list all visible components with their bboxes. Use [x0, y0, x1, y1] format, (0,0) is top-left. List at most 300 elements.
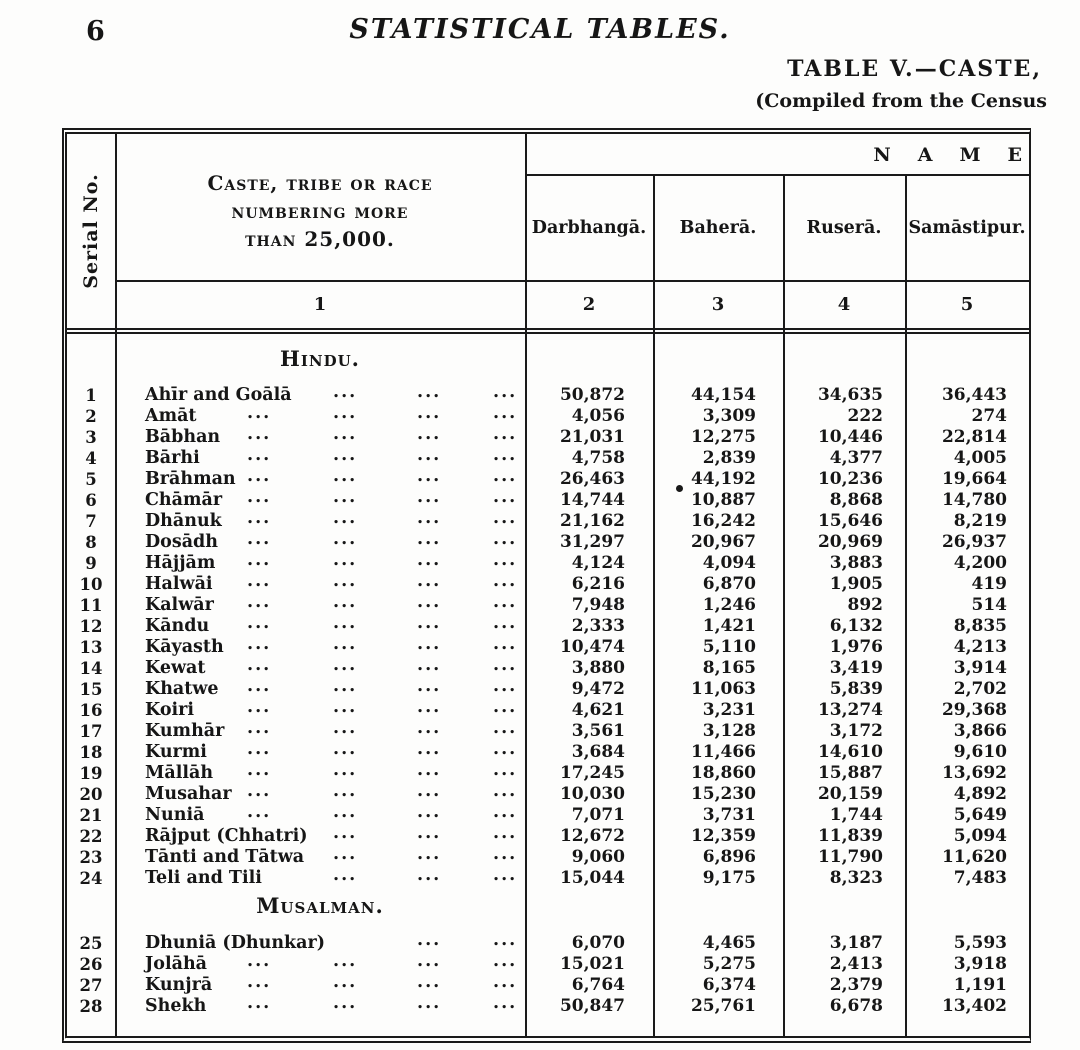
- caste-name: Kewat: [145, 658, 206, 678]
- value-bahera: 9,175: [702, 868, 756, 888]
- leader-dots: ...: [333, 739, 358, 759]
- leader-dots: ...: [493, 844, 518, 864]
- table-row: [67, 972, 1029, 996]
- value-bahera: 11,063: [690, 679, 756, 699]
- caste-name-cell: [115, 634, 525, 658]
- value-samastipur: 9,610: [953, 742, 1007, 762]
- leader-dots: ...: [417, 613, 442, 633]
- leader-dots: ...: [493, 529, 518, 549]
- leader-dots: ...: [333, 972, 358, 992]
- value-samastipur: 514: [971, 595, 1007, 615]
- leader-dots: ...: [333, 655, 358, 675]
- caste-name: Ahīr and Goālā: [145, 385, 292, 405]
- caste-name: Kāndu: [145, 616, 210, 636]
- value-bahera: 1,246: [702, 595, 756, 615]
- caste-name: Kāyasth: [145, 637, 224, 657]
- serial-no-header-cell: [67, 134, 115, 328]
- leader-dots: ...: [247, 676, 272, 696]
- value-rusera: 3,172: [829, 721, 883, 741]
- section-heading-musalman: Musalman.: [256, 893, 384, 918]
- caste-name-cell: [115, 592, 525, 616]
- leader-dots: ...: [417, 634, 442, 654]
- leader-dots: ...: [417, 487, 442, 507]
- caste-name-cell: [115, 972, 525, 996]
- leader-dots: ...: [493, 424, 518, 444]
- table-row: [67, 865, 1029, 889]
- leader-dots: ...: [493, 445, 518, 465]
- caste-name-cell: [115, 613, 525, 637]
- leader-dots: ...: [247, 403, 272, 423]
- value-rusera: 15,887: [817, 763, 883, 783]
- leader-dots: ...: [417, 550, 442, 570]
- table-row: [67, 760, 1029, 784]
- leader-dots: ...: [417, 718, 442, 738]
- leader-dots: ...: [333, 571, 358, 591]
- table-row: [67, 529, 1029, 553]
- value-rusera: 3,187: [829, 933, 883, 953]
- table-row: [67, 739, 1029, 763]
- value-samastipur: 8,835: [953, 616, 1007, 636]
- value-rusera: 2,413: [829, 954, 883, 974]
- column-number-3: 3: [711, 294, 725, 315]
- value-samastipur: 4,200: [953, 553, 1007, 573]
- value-darbhanga: 15,044: [559, 868, 625, 888]
- stub-column-number: 1: [313, 294, 327, 315]
- table-row: [67, 424, 1029, 448]
- caste-name: Kunjrā: [145, 975, 213, 995]
- leader-dots: ...: [493, 823, 518, 843]
- caste-name-cell: [115, 466, 525, 490]
- section-heading-hindu: Hindu.: [280, 346, 360, 371]
- serial-number: 8: [85, 533, 97, 552]
- caste-name-cell: [115, 676, 525, 700]
- caste-name-cell: [115, 424, 525, 448]
- caste-name: Khatwe: [145, 679, 219, 699]
- value-bahera: 5,110: [702, 637, 756, 657]
- table-row: [67, 403, 1029, 427]
- leader-dots: ...: [493, 634, 518, 654]
- value-rusera: 10,446: [817, 427, 883, 447]
- column-header-bahera: Baherā.: [679, 218, 757, 238]
- value-bahera: 4,465: [702, 933, 756, 953]
- leader-dots: ...: [417, 951, 442, 971]
- leader-dots: ...: [493, 487, 518, 507]
- leader-dots: ...: [333, 508, 358, 528]
- serial-number: 25: [79, 934, 103, 953]
- caste-name: Nuniā: [145, 805, 205, 825]
- table-row: [67, 571, 1029, 595]
- caste-name-cell: [115, 718, 525, 742]
- value-darbhanga: 9,472: [571, 679, 625, 699]
- caste-name-cell: [115, 508, 525, 532]
- leader-dots: ...: [247, 760, 272, 780]
- value-bahera: 18,860: [690, 763, 756, 783]
- leader-dots: ...: [493, 550, 518, 570]
- leader-dots: ...: [417, 781, 442, 801]
- value-bahera: 2,839: [702, 448, 756, 468]
- serial-number: 1: [85, 386, 97, 405]
- running-title: STATISTICAL TABLES.: [349, 14, 731, 45]
- column-number-5: 5: [960, 294, 974, 315]
- serial-no-header: Serial No.: [80, 173, 103, 289]
- leader-dots: ...: [333, 466, 358, 486]
- leader-dots: ...: [333, 529, 358, 549]
- serial-number: 27: [79, 976, 103, 995]
- leader-dots: ...: [247, 571, 272, 591]
- value-darbhanga: 15,021: [559, 954, 625, 974]
- serial-number: 3: [85, 428, 97, 447]
- value-samastipur: 36,443: [941, 385, 1007, 405]
- leader-dots: ...: [247, 802, 272, 822]
- value-rusera: 34,635: [817, 385, 883, 405]
- leader-dots: ...: [333, 951, 358, 971]
- leader-dots: ...: [417, 592, 442, 612]
- table-body: [67, 336, 1029, 1036]
- serial-number: 22: [79, 827, 103, 846]
- leader-dots: ...: [333, 613, 358, 633]
- caste-name: Musahar: [145, 784, 232, 804]
- caste-name-cell: [115, 760, 525, 784]
- serial-number: 9: [85, 554, 97, 573]
- compiled-note: (Compiled from the Census: [755, 90, 1047, 112]
- caste-name-cell: [115, 403, 525, 427]
- value-bahera: 16,242: [690, 511, 756, 531]
- leader-dots: ...: [493, 781, 518, 801]
- stub-header-line-3: than 25,000.: [245, 227, 395, 251]
- serial-number: 11: [79, 596, 103, 615]
- value-darbhanga: 4,621: [571, 700, 625, 720]
- name-banner: [527, 138, 1049, 172]
- table-row: [67, 655, 1029, 679]
- leader-dots: ...: [417, 993, 442, 1013]
- table-row: [67, 445, 1029, 469]
- leader-dots: ...: [417, 508, 442, 528]
- leader-dots: ...: [333, 550, 358, 570]
- table-row: [67, 697, 1029, 721]
- stub-header-line-1: Caste, tribe or race: [207, 171, 433, 195]
- value-rusera: 6,132: [829, 616, 883, 636]
- value-rusera: 6,678: [829, 996, 883, 1016]
- leader-dots: ...: [417, 697, 442, 717]
- leader-dots: ...: [417, 930, 442, 950]
- leader-dots: ...: [417, 529, 442, 549]
- table-row: [67, 802, 1029, 826]
- caste-name-cell: [115, 445, 525, 469]
- leader-dots: ...: [333, 781, 358, 801]
- value-darbhanga: 4,124: [571, 553, 625, 573]
- serial-number: 20: [79, 785, 103, 804]
- table-row: [67, 508, 1029, 532]
- value-darbhanga: 7,071: [571, 805, 625, 825]
- leader-dots: ...: [493, 993, 518, 1013]
- caste-name-cell: [115, 487, 525, 511]
- value-bahera: 15,230: [690, 784, 756, 804]
- value-samastipur: 11,620: [941, 847, 1007, 867]
- leader-dots: ...: [247, 697, 272, 717]
- caste-name: Brāhman: [145, 469, 236, 489]
- value-samastipur: 3,866: [953, 721, 1007, 741]
- value-bahera: 1,421: [702, 616, 756, 636]
- column-number-2: 2: [582, 294, 596, 315]
- table-row: [67, 613, 1029, 637]
- serial-number: 28: [79, 997, 103, 1016]
- value-bahera: 8,165: [702, 658, 756, 678]
- value-bahera: 3,128: [702, 721, 756, 741]
- value-samastipur: 5,593: [953, 933, 1007, 953]
- value-darbhanga: 3,684: [571, 742, 625, 762]
- value-darbhanga: 12,672: [559, 826, 625, 846]
- value-bahera: 12,359: [690, 826, 756, 846]
- caste-name: Dosādh: [145, 532, 218, 552]
- leader-dots: ...: [247, 972, 272, 992]
- caste-name: Jolāhā: [145, 954, 208, 974]
- column-header-darbhanga: Darbhangā.: [531, 218, 647, 238]
- name-banner-text: NAME: [873, 144, 1049, 166]
- leader-dots: ...: [247, 993, 272, 1013]
- leader-dots: ...: [333, 802, 358, 822]
- value-darbhanga: 10,474: [559, 637, 625, 657]
- caste-name: Kalwār: [145, 595, 214, 615]
- value-samastipur: 4,005: [953, 448, 1007, 468]
- serial-number: 21: [79, 806, 103, 825]
- table-row: [67, 930, 1029, 954]
- value-darbhanga: 2,333: [571, 616, 625, 636]
- value-bahera: 25,761: [690, 996, 756, 1016]
- leader-dots: ...: [493, 972, 518, 992]
- leader-dots: ...: [247, 550, 272, 570]
- table-row: [67, 634, 1029, 658]
- value-samastipur: 22,814: [941, 427, 1007, 447]
- value-bahera: 6,870: [702, 574, 756, 594]
- value-darbhanga: 3,561: [571, 721, 625, 741]
- value-rusera: 3,419: [829, 658, 883, 678]
- leader-dots: ...: [247, 655, 272, 675]
- caste-name: Kumhār: [145, 721, 225, 741]
- value-rusera: 8,868: [829, 490, 883, 510]
- leader-dots: ...: [493, 676, 518, 696]
- leader-dots: ...: [247, 613, 272, 633]
- leader-dots: ...: [333, 424, 358, 444]
- leader-dots: ...: [247, 529, 272, 549]
- serial-number: 7: [85, 512, 97, 531]
- caste-name-cell: [115, 930, 525, 954]
- serial-number: 16: [79, 701, 103, 720]
- caste-name: Māllāh: [145, 763, 214, 783]
- value-darbhanga: 31,297: [559, 532, 625, 552]
- leader-dots: ...: [333, 823, 358, 843]
- value-darbhanga: 3,880: [571, 658, 625, 678]
- caste-name: Koiri: [145, 700, 195, 720]
- caste-name-cell: [115, 571, 525, 595]
- value-samastipur: 1,191: [953, 975, 1007, 995]
- value-bahera: 44,192: [690, 469, 756, 489]
- serial-number: 4: [85, 449, 97, 468]
- value-darbhanga: 4,758: [571, 448, 625, 468]
- value-darbhanga: 14,744: [559, 490, 625, 510]
- value-bahera: 4,094: [702, 553, 756, 573]
- value-darbhanga: 9,060: [571, 847, 625, 867]
- caste-name: Shekh: [145, 996, 207, 1016]
- serial-number: 13: [79, 638, 103, 657]
- leader-dots: ...: [417, 382, 442, 402]
- value-bahera: 3,231: [702, 700, 756, 720]
- value-bahera: 6,896: [702, 847, 756, 867]
- leader-dots: ...: [493, 403, 518, 423]
- caste-name: Chāmār: [145, 490, 223, 510]
- value-bahera: 10,887: [690, 490, 756, 510]
- table-row: [67, 844, 1029, 868]
- value-rusera: 11,839: [817, 826, 883, 846]
- leader-dots: ...: [493, 739, 518, 759]
- leader-dots: ...: [493, 571, 518, 591]
- table-row: [67, 592, 1029, 616]
- leader-dots: ...: [333, 382, 358, 402]
- leader-dots: ...: [247, 445, 272, 465]
- leader-dots: ...: [247, 634, 272, 654]
- caste-name: Hājjām: [145, 553, 216, 573]
- table-row: [67, 951, 1029, 975]
- value-samastipur: 8,219: [953, 511, 1007, 531]
- leader-dots: ...: [417, 844, 442, 864]
- leader-dots: ...: [333, 865, 358, 885]
- value-darbhanga: 26,463: [559, 469, 625, 489]
- value-rusera: 222: [847, 406, 883, 426]
- caste-name-cell: [115, 655, 525, 679]
- leader-dots: ...: [417, 655, 442, 675]
- caste-name: Bābhan: [145, 427, 221, 447]
- leader-dots: ...: [417, 571, 442, 591]
- table-row: [67, 993, 1029, 1017]
- serial-number: 26: [79, 955, 103, 974]
- table-row: [67, 676, 1029, 700]
- value-samastipur: 13,692: [941, 763, 1007, 783]
- caste-name: Dhuniā (Dhunkar): [145, 933, 326, 953]
- value-rusera: 15,646: [817, 511, 883, 531]
- leader-dots: ...: [417, 403, 442, 423]
- value-darbhanga: 21,031: [559, 427, 625, 447]
- caste-name-cell: [115, 802, 525, 826]
- value-rusera: 892: [847, 595, 883, 615]
- value-samastipur: 29,368: [941, 700, 1007, 720]
- value-samastipur: 274: [971, 406, 1007, 426]
- table-row: [67, 781, 1029, 805]
- table-row: [67, 823, 1029, 847]
- table-title: TABLE V.—CASTE,: [787, 56, 1042, 82]
- leader-dots: ...: [247, 718, 272, 738]
- caste-name: Teli and Tili: [145, 868, 262, 888]
- leader-dots: ...: [493, 760, 518, 780]
- value-bahera: 5,275: [702, 954, 756, 974]
- value-samastipur: 4,892: [953, 784, 1007, 804]
- leader-dots: ...: [417, 760, 442, 780]
- value-darbhanga: 6,216: [571, 574, 625, 594]
- value-rusera: 2,379: [829, 975, 883, 995]
- leader-dots: ...: [417, 676, 442, 696]
- leader-dots: ...: [493, 930, 518, 950]
- leader-dots: ...: [417, 424, 442, 444]
- value-darbhanga: 6,070: [571, 933, 625, 953]
- value-samastipur: 26,937: [941, 532, 1007, 552]
- value-rusera: 10,236: [817, 469, 883, 489]
- leader-dots: ...: [493, 613, 518, 633]
- leader-dots: ...: [247, 424, 272, 444]
- value-samastipur: 13,402: [941, 996, 1007, 1016]
- caste-name-cell: [115, 951, 525, 975]
- value-rusera: 1,744: [829, 805, 883, 825]
- leader-dots: ...: [333, 445, 358, 465]
- serial-number: 18: [79, 743, 103, 762]
- leader-dots: ...: [333, 718, 358, 738]
- leader-dots: ...: [247, 508, 272, 528]
- serial-number: 15: [79, 680, 103, 699]
- caste-name: Kurmi: [145, 742, 207, 762]
- value-darbhanga: 17,245: [559, 763, 625, 783]
- caste-name: Bārhi: [145, 448, 200, 468]
- leader-dots: ...: [417, 445, 442, 465]
- table-row: [67, 466, 1029, 490]
- leader-dots: ...: [333, 676, 358, 696]
- value-rusera: 1,905: [829, 574, 883, 594]
- table-row: [67, 487, 1029, 511]
- serial-number: 6: [85, 491, 97, 510]
- value-rusera: 5,839: [829, 679, 883, 699]
- value-bahera: 11,466: [690, 742, 756, 762]
- value-rusera: 1,976: [829, 637, 883, 657]
- rows-hindu: [67, 382, 1029, 889]
- statistical-table: [62, 128, 1049, 1043]
- column-header-rusera: Ruserā.: [806, 218, 882, 238]
- value-darbhanga: 10,030: [559, 784, 625, 804]
- value-rusera: 11,790: [817, 847, 883, 867]
- leader-dots: ...: [247, 466, 272, 486]
- caste-name-cell: [115, 550, 525, 574]
- ink-spot-artifact: [676, 485, 683, 492]
- leader-dots: ...: [333, 697, 358, 717]
- column-header-samastipur: Samāstipur.: [908, 218, 1026, 238]
- leader-dots: ...: [247, 781, 272, 801]
- leader-dots: ...: [247, 951, 272, 971]
- caste-name-cell: [115, 993, 525, 1017]
- value-samastipur: 7,483: [953, 868, 1007, 888]
- caste-name-cell: [115, 529, 525, 553]
- serial-number: 10: [79, 575, 103, 594]
- leader-dots: ...: [493, 466, 518, 486]
- caste-name: Dhānuk: [145, 511, 222, 531]
- leader-dots: ...: [493, 508, 518, 528]
- value-darbhanga: 50,847: [559, 996, 625, 1016]
- value-bahera: 6,374: [702, 975, 756, 995]
- leader-dots: ...: [493, 951, 518, 971]
- value-samastipur: 419: [971, 574, 1007, 594]
- value-rusera: 4,377: [829, 448, 883, 468]
- value-samastipur: 14,780: [941, 490, 1007, 510]
- leader-dots: ...: [333, 403, 358, 423]
- leader-dots: ...: [333, 760, 358, 780]
- table-row: [67, 382, 1029, 406]
- value-rusera: 8,323: [829, 868, 883, 888]
- value-rusera: 20,159: [817, 784, 883, 804]
- leader-dots: ...: [493, 718, 518, 738]
- serial-number: 14: [79, 659, 103, 678]
- leader-dots: ...: [333, 844, 358, 864]
- caste-name: Amāt: [145, 406, 197, 426]
- value-samastipur: 3,918: [953, 954, 1007, 974]
- leader-dots: ...: [247, 487, 272, 507]
- leader-dots: ...: [493, 697, 518, 717]
- serial-number: 23: [79, 848, 103, 867]
- leader-dots: ...: [247, 592, 272, 612]
- value-rusera: 3,883: [829, 553, 883, 573]
